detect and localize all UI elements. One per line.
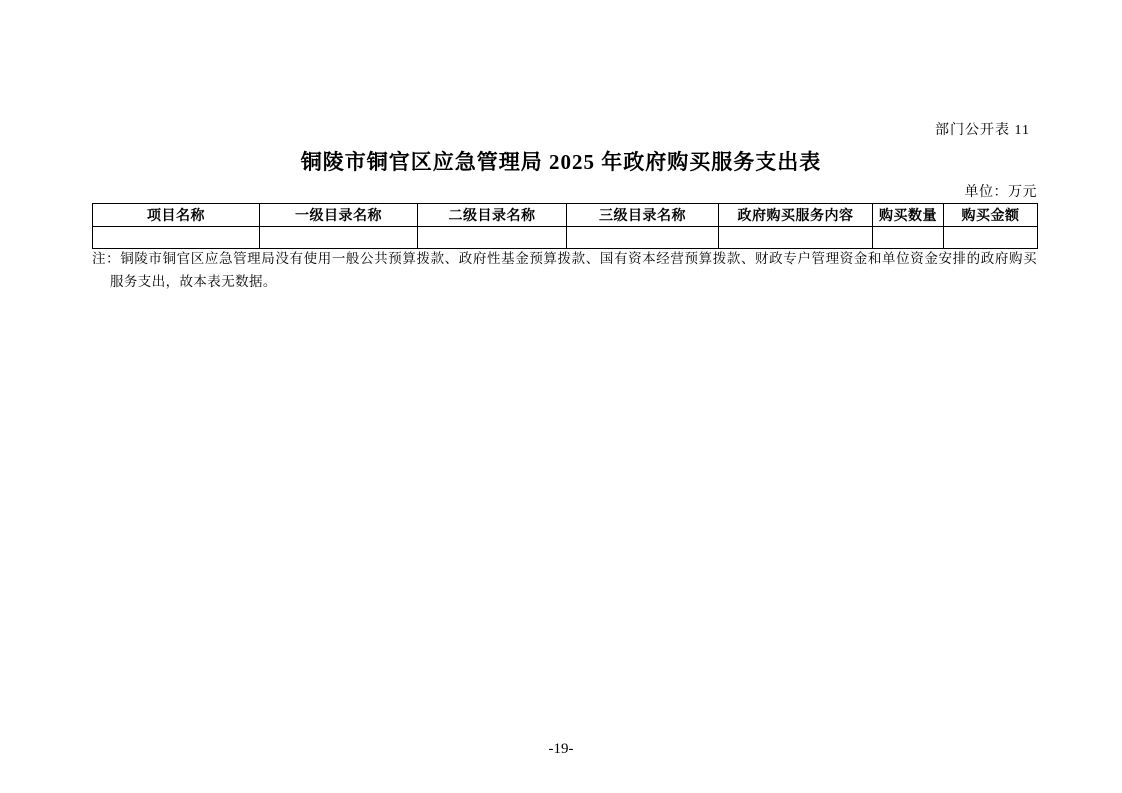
col-header-level1-catalog: 一级目录名称 — [260, 204, 418, 227]
table-cell-purchase-quantity — [873, 227, 944, 249]
col-header-level2-catalog: 二级目录名称 — [418, 204, 567, 227]
corner-label: 部门公开表 11 — [935, 123, 1030, 138]
table-header-row — [93, 204, 1038, 227]
table-cell-level2-catalog — [418, 227, 567, 249]
note-text: 注：铜陵市铜官区应急管理局没有使用一般公共预算拨款、政府性基金预算拨款、国有资本经营预算拨款、财政专户管理资金和单位资金安排的政府购买服务支出，故本表无数据。 — [92, 251, 1037, 289]
table-cell-purchase-amount — [944, 227, 1038, 249]
col-header-service-content: 政府购买服务内容 — [719, 204, 873, 227]
page-number: -19- — [548, 741, 574, 757]
col-header-level3-catalog: 三级目录名称 — [567, 204, 719, 227]
col-header-purchase-amount: 购买金额 — [944, 204, 1038, 227]
unit-label: 单位：万元 — [964, 185, 1037, 200]
table-cell-project-name — [93, 227, 260, 249]
page-title: 铜陵市铜官区应急管理局 2025 年政府购买服务支出表 — [300, 150, 822, 174]
table-cell-level1-catalog — [260, 227, 418, 249]
col-header-project-name: 项目名称 — [93, 204, 260, 227]
table-row — [93, 227, 1038, 249]
table-cell-level3-catalog — [567, 227, 719, 249]
col-header-purchase-quantity: 购买数量 — [873, 204, 944, 227]
table-cell-service-content — [719, 227, 873, 249]
purchase-service-expenditure-table — [92, 203, 1038, 249]
